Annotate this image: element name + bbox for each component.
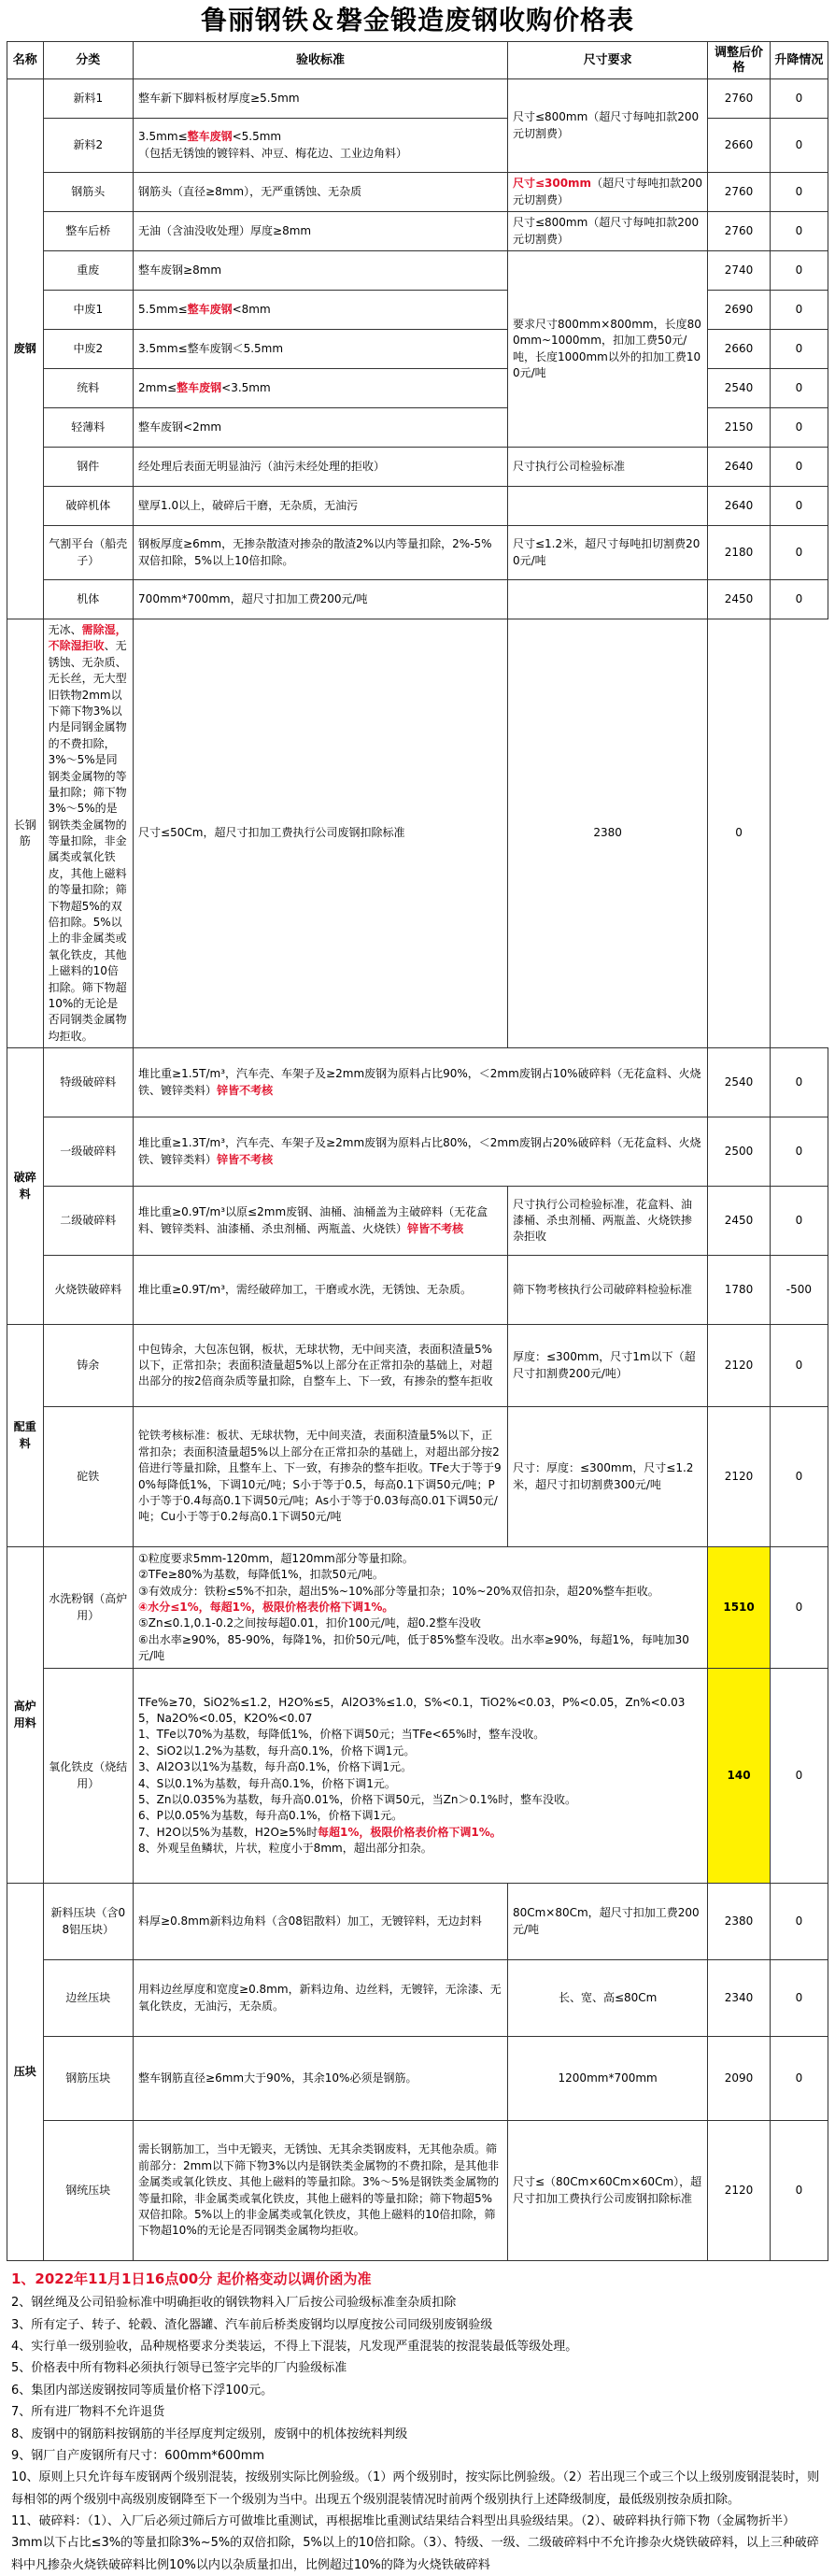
standard-cell: 钢板厚度≥6mm，无掺杂散渣对掺杂的散渣2%以内等量扣除，2%-5%双倍扣除，5%以上10倍扣除。 bbox=[134, 526, 508, 580]
size-text: （80Cm×60Cm×60Cm），超尺寸扣加工费执行公司废钢扣除标准 bbox=[512, 2175, 702, 2205]
change-cell: 0 bbox=[770, 487, 828, 526]
standard-cell: 料厚≥0.8mm新料边角料（含08铝散料）加工，无镀锌料，无边封料 bbox=[134, 1884, 508, 1960]
price-cell: 2660 bbox=[708, 119, 770, 173]
note-item: 5、价格表中所有物料必须执行领导已签字完毕的厂内验级标准 bbox=[11, 2361, 347, 2376]
standard-cell: 整车废钢≥8mm bbox=[134, 251, 508, 291]
change-cell: 0 bbox=[770, 212, 828, 251]
category-cell: 氧化铁皮（烧结用） bbox=[43, 1669, 133, 1884]
price-cell: 2120 bbox=[708, 2121, 770, 2261]
category-cell: 重废 bbox=[43, 251, 133, 291]
standard-text: 堆比重≥1.3T/m³，汽车壳、车架子及≥2mm废钢为原料占比80%，＜2mm废钢占20%破碎料（无花盒料、火烧铁、镀锌类料） bbox=[138, 1136, 701, 1166]
standard-text: 5.5mm≤ bbox=[138, 302, 188, 316]
price-cell: 2120 bbox=[708, 1407, 770, 1547]
table-row bbox=[7, 1048, 828, 1117]
group-label-furnace: 高炉用料 bbox=[7, 1547, 44, 1884]
standard-cell: 壁厚1.0以上，破碎后干磨，无杂质，无油污 bbox=[134, 487, 508, 526]
price-cell: 2760 bbox=[708, 212, 770, 251]
change-cell: -500 bbox=[770, 1256, 828, 1325]
change-cell: 0 bbox=[770, 1117, 828, 1187]
standard-text: 8、外观呈鱼鳞状，片状，粒度小于8mm，超出部分扣杂。 bbox=[138, 1842, 432, 1856]
header-change: 升降情况 bbox=[770, 42, 828, 79]
table-row bbox=[7, 1256, 828, 1325]
table-row bbox=[7, 448, 828, 487]
table-row bbox=[7, 487, 828, 526]
standard-text: 堆比重≥0.9T/m³以原≤2mm废钢、油桶、油桶盖为主破碎料（无花盒料、镀锌类料、油漆桶、杀虫剂桶、两瓶盖、火烧铁） bbox=[138, 1205, 488, 1235]
standard-text: 、无锈蚀、无杂质、无长丝，无大型旧铁物2mm以下筛下物3%以内是同钢金属物的不费扣除，3%～5%是同钢类金属物的等量扣除；筛下物3%～5%的是钢铁类金属物的等量扣除，非金属类或氧化铁皮，其他上磁料的等量扣除；筛下物超5%的双倍扣除。5%以上的非金属类或氧化铁皮，其他上磁料的10倍扣除。筛下物超10%的无论是否同钢类金属物均拒收。 bbox=[48, 639, 127, 1043]
size-cell bbox=[507, 2121, 707, 2261]
category-cell: 统料 bbox=[43, 369, 133, 408]
category-cell: 钢筋压块 bbox=[43, 2037, 133, 2121]
table-row bbox=[7, 1407, 828, 1547]
note-item: 10、原则上只允许每车废钢两个级别混装，按级别实际比例验级。（1）两个级别时，按实际比例验级。（2）若出现三个或三个以上级别废钢混装时，则每相邻的两个级别中高级别废钢降至下一个级别为当中。出现五个级别混装情况时前两个级别执行上述降级制度，最低级别按杂质扣除。 bbox=[11, 2470, 820, 2507]
price-cell: 2380 bbox=[708, 1884, 770, 1960]
standard-cell: 整车新下脚料板材厚度≥5.5mm bbox=[134, 79, 508, 119]
size-cell bbox=[507, 1884, 707, 1960]
header-category: 分类 bbox=[43, 42, 133, 79]
standard-cell bbox=[134, 119, 508, 173]
standard-cell bbox=[43, 619, 133, 1048]
group-label-block: 压块 bbox=[7, 1884, 44, 2261]
note-item: 9、钢厂自产废钢所有尺寸：600mm*600mm bbox=[11, 2448, 265, 2463]
standard-cell bbox=[134, 1048, 708, 1117]
size-cell: 1200mm*700mm bbox=[507, 2037, 707, 2121]
table-row bbox=[7, 619, 828, 1048]
category-cell: 破碎机体 bbox=[43, 487, 133, 526]
standard-cell: 钢筋头（直径≥8mm），无严重锈蚀、无杂质 bbox=[134, 173, 508, 212]
table-row bbox=[7, 580, 828, 619]
category-cell: 钢筋头 bbox=[43, 173, 133, 212]
size-cell: 尺寸≤800mm（超尺寸每吨扣款200元切割费） bbox=[507, 212, 707, 251]
category-cell: 水洗粉钢（高炉用） bbox=[43, 1547, 133, 1669]
change-cell: 0 bbox=[770, 1884, 828, 1960]
standard-cell: 整车钢筋直径≥6mm大于90%，其余10%必须是钢筋。 bbox=[134, 2037, 508, 2121]
category-cell: 二级破碎料 bbox=[43, 1187, 133, 1256]
table-row bbox=[7, 1117, 828, 1187]
change-cell: 0 bbox=[770, 580, 828, 619]
size-text: 80Cm×80Cm， bbox=[512, 1906, 600, 1920]
group-label-weight: 配重料 bbox=[7, 1325, 44, 1547]
category-cell: 气割平台（船壳子） bbox=[43, 526, 133, 580]
change-cell: 0 bbox=[770, 291, 828, 330]
size-cell bbox=[507, 173, 707, 212]
change-cell: 0 bbox=[770, 173, 828, 212]
price-cell: 2540 bbox=[708, 369, 770, 408]
category-cell: 新料压块（含08铝压块） bbox=[43, 1884, 133, 1960]
standard-cell: 700mm*700mm，超尺寸扣加工费200元/吨 bbox=[134, 580, 508, 619]
category-cell: 新料1 bbox=[43, 79, 133, 119]
standard-highlight: 每超1%，极限价格表价格下调1%。 bbox=[318, 1825, 502, 1839]
change-cell: 0 bbox=[770, 251, 828, 291]
standard-cell: 无油（含油没收处理）厚度≥8mm bbox=[134, 212, 508, 251]
change-cell: 0 bbox=[770, 119, 828, 173]
change-cell: 0 bbox=[770, 2121, 828, 2261]
size-cell: 尺寸：厚度：≤300mm，尺寸≤1.2米，超尺寸扣切割费300元/吨 bbox=[507, 1407, 707, 1547]
price-cell: 2120 bbox=[708, 1325, 770, 1407]
table-row bbox=[7, 212, 828, 251]
table-row bbox=[7, 79, 828, 119]
page-title: 鲁丽钢铁＆磐金锻造废钢收购价格表 bbox=[200, 5, 634, 36]
standard-cell: 整车废钢<2mm bbox=[134, 408, 508, 448]
note-item: 11、破碎料：（1）、入厂后必须过筛后方可做堆比重测试，再根据堆比重测试结果结合料型出具验级结果。（2）、破碎料执行筛下物（金属物折半）3mm以下占比≤3%的等量扣除3%~5%的双倍扣除，5%以上的10倍扣除。（3）、特级、一级、二级破碎料中不允许掺杂火烧铁破碎料，以上三种破碎料中凡掺杂火烧铁破碎料比例10%以内以杂质量扣出，比例超过10%的降为火烧铁破碎料 bbox=[11, 2514, 819, 2572]
standard-text: ⑤Zn≤0.1,0.1-0.2之间按每超0.01，扣价100元/吨，超0.2整车没收 ⑥出水率≥90%，85-90%，每降1%，扣价50元/吨，低于85%整车没收。出水率≥90%，每超1%，每吨加30元/吨 bbox=[138, 1616, 689, 1663]
price-cell: 2090 bbox=[708, 2037, 770, 2121]
standard-cell: 铊铁考核标准：板状、无球状物，无中间夹渣，表面积渣量5%以下，正常扣杂；表面积渣量超5%以上部分在正常扣杂的基础上，对超出部分按2倍进行等量扣除，且整车上、下一致，有掺杂的整车拒收。TFe大于等于90%每降低1%，下调10元/吨；S小于等于0.5，每高0.1下调50元/吨；P小于等于0.4每高0.1下调50元/吨；As小于等于0.03每高0.01下调50元/吨；Cu小于等于0.2每高0.1下调50元/吨 bbox=[134, 1407, 508, 1547]
price-cell: 2150 bbox=[708, 408, 770, 448]
price-cell: 2760 bbox=[708, 79, 770, 119]
category-cell: 整车后桥 bbox=[43, 212, 133, 251]
table-row bbox=[7, 2121, 828, 2261]
note-item: 6、集团内部送废钢按同等质量价格下浮100元。 bbox=[11, 2383, 274, 2398]
price-cell: 2540 bbox=[708, 1048, 770, 1117]
standard-text: <8mm bbox=[232, 302, 271, 316]
price-cell: 2740 bbox=[708, 251, 770, 291]
size-cell: 厚度：≤300mm，尺寸1m以下（超尺寸扣割费200元/吨） bbox=[507, 1325, 707, 1407]
change-cell: 0 bbox=[770, 1960, 828, 2037]
price-cell: 2500 bbox=[708, 1117, 770, 1187]
price-table bbox=[7, 41, 828, 2261]
category-cell: 钢件 bbox=[43, 448, 133, 487]
price-cell: 2380 bbox=[507, 619, 707, 1048]
standard-cell bbox=[134, 1117, 708, 1187]
standard-cell: 堆比重≥0.9T/m³，需经破碎加工，干磨或水洗，无锈蚀、无杂质。 bbox=[134, 1256, 508, 1325]
category-cell: 新料2 bbox=[43, 119, 133, 173]
category-cell: 特级破碎料 bbox=[43, 1048, 133, 1117]
table-row bbox=[7, 1884, 828, 1960]
size-cell bbox=[507, 487, 707, 526]
size-cell: 尺寸≤50Cm，超尺寸扣加工费执行公司废钢扣除标准 bbox=[134, 619, 508, 1048]
note-item: 8、废钢中的钢筋料按钢筋的半径厚度判定级别，废钢中的机体按统料判级 bbox=[11, 2427, 408, 2441]
size-cell: 要求尺寸800mm×800mm，长度800mm~1000mm，扣加工费50元/吨，长度1000mm以外的扣加工费100元/吨 bbox=[507, 251, 707, 448]
table-row bbox=[7, 1187, 828, 1256]
group-label-crushed: 破碎料 bbox=[7, 1048, 44, 1325]
standard-cell bbox=[134, 1669, 708, 1884]
size-cell: 长、宽、高≤80Cm bbox=[507, 1960, 707, 2037]
change-cell: 0 bbox=[770, 1187, 828, 1256]
price-cell: 2180 bbox=[708, 526, 770, 580]
change-cell: 0 bbox=[770, 79, 828, 119]
category-cell: 火烧铁破碎料 bbox=[43, 1256, 133, 1325]
table-row bbox=[7, 251, 828, 291]
standard-highlight: ④水分≤1%，每超1%，极限价格表价格下调1%。 bbox=[138, 1600, 394, 1614]
category-cell: 中废1 bbox=[43, 291, 133, 330]
standard-cell: 3.5mm≤整车废钢＜5.5mm bbox=[134, 330, 508, 369]
table-row bbox=[7, 1325, 828, 1407]
change-cell: 0 bbox=[770, 1547, 828, 1669]
change-cell: 0 bbox=[770, 2037, 828, 2121]
change-cell: 0 bbox=[708, 619, 770, 1048]
size-text: （超尺寸每吨扣款200元切割费） bbox=[512, 177, 702, 206]
standard-text: 无冰、 bbox=[48, 623, 82, 636]
standard-text: 3.5mm≤ bbox=[138, 130, 188, 144]
standard-text: <3.5mm bbox=[221, 380, 271, 394]
price-cell: 2690 bbox=[708, 291, 770, 330]
table-row bbox=[7, 173, 828, 212]
table-row bbox=[7, 1669, 828, 1884]
note-item: 2、钢丝绳及公司铅验标准中明确拒收的钢铁物料入厂后按公司验级标准奎杂质扣除 bbox=[11, 2296, 457, 2311]
category-cell: 轻薄料 bbox=[43, 408, 133, 448]
change-cell: 0 bbox=[770, 448, 828, 487]
standard-highlight: 整车废钢 bbox=[187, 130, 233, 144]
change-cell: 0 bbox=[770, 1325, 828, 1407]
change-cell: 0 bbox=[770, 330, 828, 369]
standard-cell: 需长钢筋加工，当中无锻夹，无锈蚀、无其余类钢废料，无其他杂质。筛前部分：2mm以下筛下物3%以内是钢铁类金属物的不费扣除，是其他非金属类或氧化铁皮、其他上磁料的等量扣除。3%～5%是钢铁类金属物的等量扣除，非金属类或氧化铁皮，其他上磁料的等量扣除；筛下物超5%双倍扣除。5%以上的非金属类或氧化铁皮，其他上磁料的10倍扣除，筛下物超10%的无论是否同钢类金属物均拒收。 bbox=[134, 2121, 508, 2261]
standard-highlight: 锌皆不考核 bbox=[217, 1152, 274, 1166]
standard-highlight: 整车废钢 bbox=[187, 302, 233, 316]
header-standard: 验收标准 bbox=[134, 42, 508, 79]
category-cell: 中废2 bbox=[43, 330, 133, 369]
table-row bbox=[7, 526, 828, 580]
standard-text: 2mm≤ bbox=[138, 380, 177, 394]
price-cell: 2760 bbox=[708, 173, 770, 212]
note-item: 7、所有进厂物料不允许退货 bbox=[11, 2405, 165, 2420]
price-cell: 2640 bbox=[708, 448, 770, 487]
price-cell: 2340 bbox=[708, 1960, 770, 2037]
price-cell: 2450 bbox=[708, 580, 770, 619]
size-text: 超尺寸扣加工费200元/吨 bbox=[512, 1906, 700, 1936]
header-row bbox=[7, 42, 828, 79]
note-item: 4、实行单一级别验收，品种规格要求分类装运，不得上下混装，凡发现严重混装的按混装最低等级处理。 bbox=[11, 2339, 578, 2354]
price-cell: 140 bbox=[708, 1669, 770, 1884]
category-cell: 边丝压块 bbox=[43, 1960, 133, 2037]
standard-text: 堆比重≥1.5T/m³，汽车壳、车架子及≥2mm废钢为原料占比90%，＜2mm废钢占10%破碎料（无花盒料、火烧铁、镀锌类料） bbox=[138, 1067, 701, 1097]
category-cell: 铸余 bbox=[43, 1325, 133, 1407]
notes-section bbox=[11, 2267, 826, 2576]
note-item: 3、所有定子、转子、轮毂、渣化器罐、汽车前后桥类废钢均以厚度按公司同级别废钢验级 bbox=[11, 2317, 493, 2332]
standard-cell: 经处理后表面无明显油污（油污未经处理的拒收） bbox=[134, 448, 508, 487]
size-cell: 筛下物考核执行公司破碎料检验标准 bbox=[507, 1256, 707, 1325]
change-cell: 0 bbox=[770, 369, 828, 408]
header-name: 名称 bbox=[7, 42, 44, 79]
table-row bbox=[7, 1547, 828, 1669]
header-size: 尺寸要求 bbox=[507, 42, 707, 79]
price-cell: 1510 bbox=[708, 1547, 770, 1669]
table-row bbox=[7, 2037, 828, 2121]
standard-highlight: 整车废钢 bbox=[177, 380, 222, 394]
note-item: 1、2022年11月1日16点00分 起价格变动以调价函为准 bbox=[11, 2270, 372, 2288]
standard-cell bbox=[134, 1187, 508, 1256]
category-cell: 钢统压块 bbox=[43, 2121, 133, 2261]
size-cell: 尺寸≤800mm（超尺寸每吨扣款200元切割费） bbox=[507, 79, 707, 173]
standard-cell bbox=[134, 1547, 708, 1669]
change-cell: 0 bbox=[770, 408, 828, 448]
size-highlight: 尺寸≤300mm bbox=[512, 177, 592, 191]
category-cell: 一级破碎料 bbox=[43, 1117, 133, 1187]
standard-cell: 中包铸余，大包冻包钢，板状，无球状物，无中间夹渣，表面积渣量5%以下，正常扣杂；表面积渣量超5%以上部分在正常扣杂的基础上，对超出部分的按2倍商杂质等量扣除，自整车上、下一致，有掺杂的整车拒收 bbox=[134, 1325, 508, 1407]
size-cell: 尺寸执行公司检验标准 bbox=[507, 448, 707, 487]
price-cell: 2640 bbox=[708, 487, 770, 526]
standard-highlight: 锌皆不考核 bbox=[407, 1221, 464, 1235]
table-row bbox=[7, 1960, 828, 2037]
price-cell: 2660 bbox=[708, 330, 770, 369]
standard-highlight: 锌皆不考核 bbox=[217, 1083, 274, 1097]
size-cell bbox=[507, 580, 707, 619]
standard-cell bbox=[134, 291, 508, 330]
size-text: 尺寸≤ bbox=[512, 2175, 545, 2189]
standard-cell: 用料边丝厚度和宽度≥0.8mm，新料边角、边丝料，无镀锌，无涂漆、无氧化铁皮，无油污，无杂质。 bbox=[134, 1960, 508, 2037]
price-cell: 2450 bbox=[708, 1187, 770, 1256]
standard-highlight: 需除湿，不除湿拒收 bbox=[48, 623, 127, 653]
change-cell: 0 bbox=[770, 526, 828, 580]
change-cell: 0 bbox=[770, 1048, 828, 1117]
change-cell: 0 bbox=[770, 1407, 828, 1547]
category-cell: 长钢筋 bbox=[7, 619, 44, 1048]
size-cell: 尺寸执行公司检验标准，花盒料、油漆桶、杀虫剂桶、两瓶盖、火烧铁掺杂拒收 bbox=[507, 1187, 707, 1256]
standard-cell bbox=[134, 369, 508, 408]
category-cell: 机体 bbox=[43, 580, 133, 619]
category-cell: 砣铁 bbox=[43, 1407, 133, 1547]
price-cell: 1780 bbox=[708, 1256, 770, 1325]
change-cell: 0 bbox=[770, 1669, 828, 1884]
standard-text: <5.5mm （包括无锈蚀的镀锌料、冲豆、梅花边、工业边角料） bbox=[138, 130, 408, 160]
standard-text: TFe%≥70，SiO2%≤1.2，H2O%≤5，Al2O3%≤1.0，S%<0.1，TiO2%<0.03，P%<0.05，Zn%<0.035，Na2O%<0.05，K2O%<0.07 1、TFe以70%为基数，每降低1%，价格下调50元；当TFe<65%时，整车没收。 2、SiO2以1.2%为基数，每升高0.1%，价格下调1元。 3、Al2O3以1%为基数，每升高0.1%，价格下调1元。 4、S以0.1%为基数，每升高0.1%，价格下调1元。 5、Zn以0.035%为基数，每升高0.01%，价格下调50元，当Zn＞0.1%时，整车没收。 6、P以0.05%为基数，每升高0.1%，价格下调1元。 7、H2O以5%为基数，H2O≥5%时 bbox=[138, 1695, 686, 1839]
size-cell: 尺寸≤1.2米，超尺寸每吨扣切割费200元/吨 bbox=[507, 526, 707, 580]
group-label-scrap: 废钢 bbox=[7, 79, 44, 619]
header-price: 调整后价格 bbox=[708, 42, 770, 79]
standard-text: ①粒度要求5mm-120mm，超120mm部分等量扣除。 ②TFe≥80%为基数，每降低1%，扣款50元/吨。 ③有效成分：铁粉≤5%不扣杂，超出5%~10%部分等量扣杂；10%~20%双倍扣杂，超20%整车拒收。 bbox=[138, 1551, 659, 1598]
